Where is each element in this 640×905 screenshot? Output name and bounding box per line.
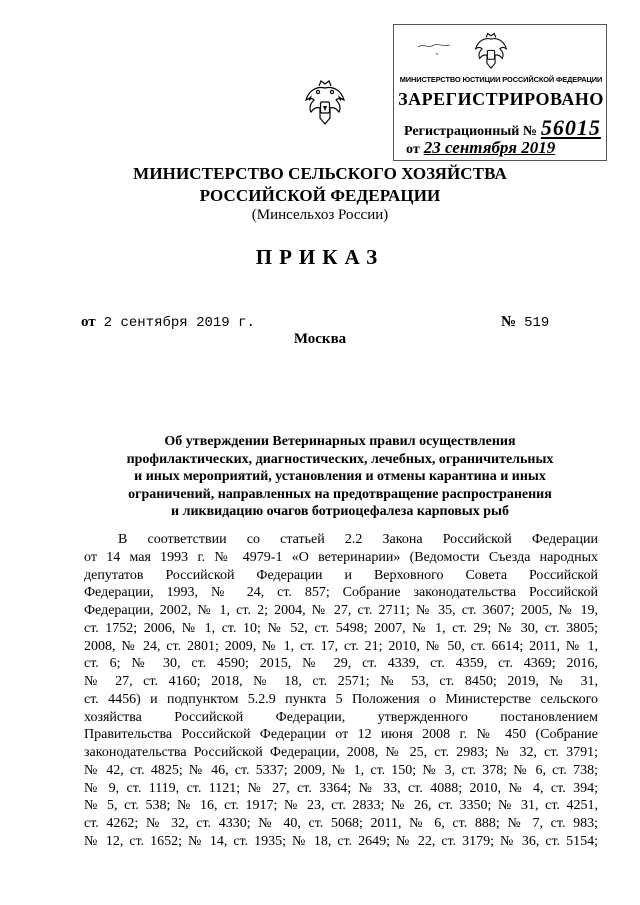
body-line: законодательства Российской Федерации, 2008, № 25, ст. 2983; № 32, ст. 3791; [84, 745, 598, 760]
order-number [501, 313, 549, 331]
stamp-date-label: от [406, 142, 420, 157]
body-line: 2008, № 24, ст. 2801; 2009, № 1, ст. 17, ст. 21; 2010, № 50, ст. 6614; 2011, № 1, [84, 638, 598, 654]
body-line: хозяйства Российской Федерации, утвержденного постановлением [84, 709, 598, 725]
ministry-short-name: (Минсельхоз России) [251, 207, 389, 223]
body-line: Правительства Российской Федерации от 12 июня 2008 г. № 450 (Собрание [84, 727, 598, 743]
subject-line: и ликвидацию очагов ботриоцефалеза карповых рыб [171, 504, 509, 520]
body-line: ст. 1752; 2006, № 1, ст. 10; № 52, ст. 5498; 2007, № 1, ст. 29; № 30, ст. 3805; [84, 620, 598, 636]
body-line: Федерации, 1993, № 24, ст. 857; Собрание законодательства Российской [84, 585, 598, 601]
handwritten-mark-icon [416, 37, 456, 59]
body-line: В соответствии со статьей 2.2 Закона Российской Федерации [118, 532, 598, 547]
order-number-prefix: № [501, 314, 517, 330]
body-line: № 27, ст. 4160; 2018, № 18, ст. 2571; № 53, ст. 8450; 2019, № 31, [84, 674, 598, 689]
body-line: № 9, ст. 1119, ст. 1121; № 27, ст. 3364; № 33, ст. 4088; 2010, № 4, ст. 394; [84, 780, 598, 796]
subject-line: Об утверждении Ветеринарных правил осуществления [164, 434, 516, 449]
coat-of-arms-icon [303, 78, 347, 130]
body-line: ст. 4456) и подпунктом 5.2.9 пункта 5 Положения о Министерстве сельского [84, 691, 598, 707]
order-date-value: 2 сентября 2019 г. [103, 315, 255, 331]
stamp-ministry-name: МИНИСТЕРСТВО ЮСТИЦИИ РОССИЙСКОЙ ФЕДЕРАЦИИ [399, 75, 603, 84]
body-line: № 12, ст. 1652; № 14, ст. 1935; № 18, ст. 2649; № 22, ст. 3179; № 36, ст. 5154; [84, 833, 598, 849]
registration-stamp [393, 24, 607, 161]
body-line: № 5, ст. 538; № 16, ст. 1917; № 23, ст. 2833; № 26, ст. 3350; № 31, ст. 4251, [84, 798, 598, 814]
stamp-regnum-label: Регистрационный № [404, 124, 537, 139]
body-line: ст. 6; № 30, ст. 4590; 2015, № 29, ст. 4339, ст. 4359, ст. 4369; 2016, [84, 656, 598, 672]
subject-line: и иных мероприятий, установления и отмены карантина и иных [134, 469, 546, 485]
order-number-value: 519 [524, 315, 550, 331]
stamp-regnum-value: 56015 [540, 115, 601, 140]
subject-line: ограничений, направленных на предотвращение распространения [128, 486, 552, 502]
stamp-coat-of-arms-icon [473, 31, 509, 73]
stamp-registered-label: ЗАРЕГИСТРИРОВАНО [398, 89, 604, 109]
body-line: ст. 4262; № 32, ст. 4330; № 40, ст. 5068; 2011, № 6, ст. 888; № 7, ст. 983; [84, 816, 598, 831]
stamp-registration-date [406, 138, 606, 158]
order-city: Москва [293, 331, 347, 347]
body-line: № 42, ст. 4825; № 46, ст. 5337; 2009, № 1, ст. 150; № 3, ст. 378; № 6, ст. 738; [84, 762, 598, 778]
order-subject [80, 433, 600, 521]
ministry-name-line-1: МИНИСТЕРСТВО СЕЛЬСКОГО ХОЗЯЙСТВА [133, 164, 507, 183]
subject-line: профилактических, диагностических, лечебных, ограничительных [126, 451, 554, 467]
order-date [81, 313, 255, 331]
ministry-name-line-2: РОССИЙСКОЙ ФЕДЕРАЦИИ [199, 186, 441, 205]
stamp-date-value: 23 сентября 2019 [423, 138, 556, 157]
document-title: ПРИКАЗ [255, 245, 385, 269]
body-line: депутатов Российской Федерации и Верховного Совета Российской [84, 567, 598, 583]
body-line: от 14 мая 1993 г. № 4979-1 «О ветеринарии» (Ведомости Съезда народных [84, 549, 598, 565]
order-body [84, 531, 598, 851]
order-date-prefix: от [81, 314, 96, 330]
body-line: Федерации, 2002, № 1, ст. 2; 2004, № 27, ст. 2711; № 35, ст. 3607; 2005, № 19, [84, 603, 598, 618]
